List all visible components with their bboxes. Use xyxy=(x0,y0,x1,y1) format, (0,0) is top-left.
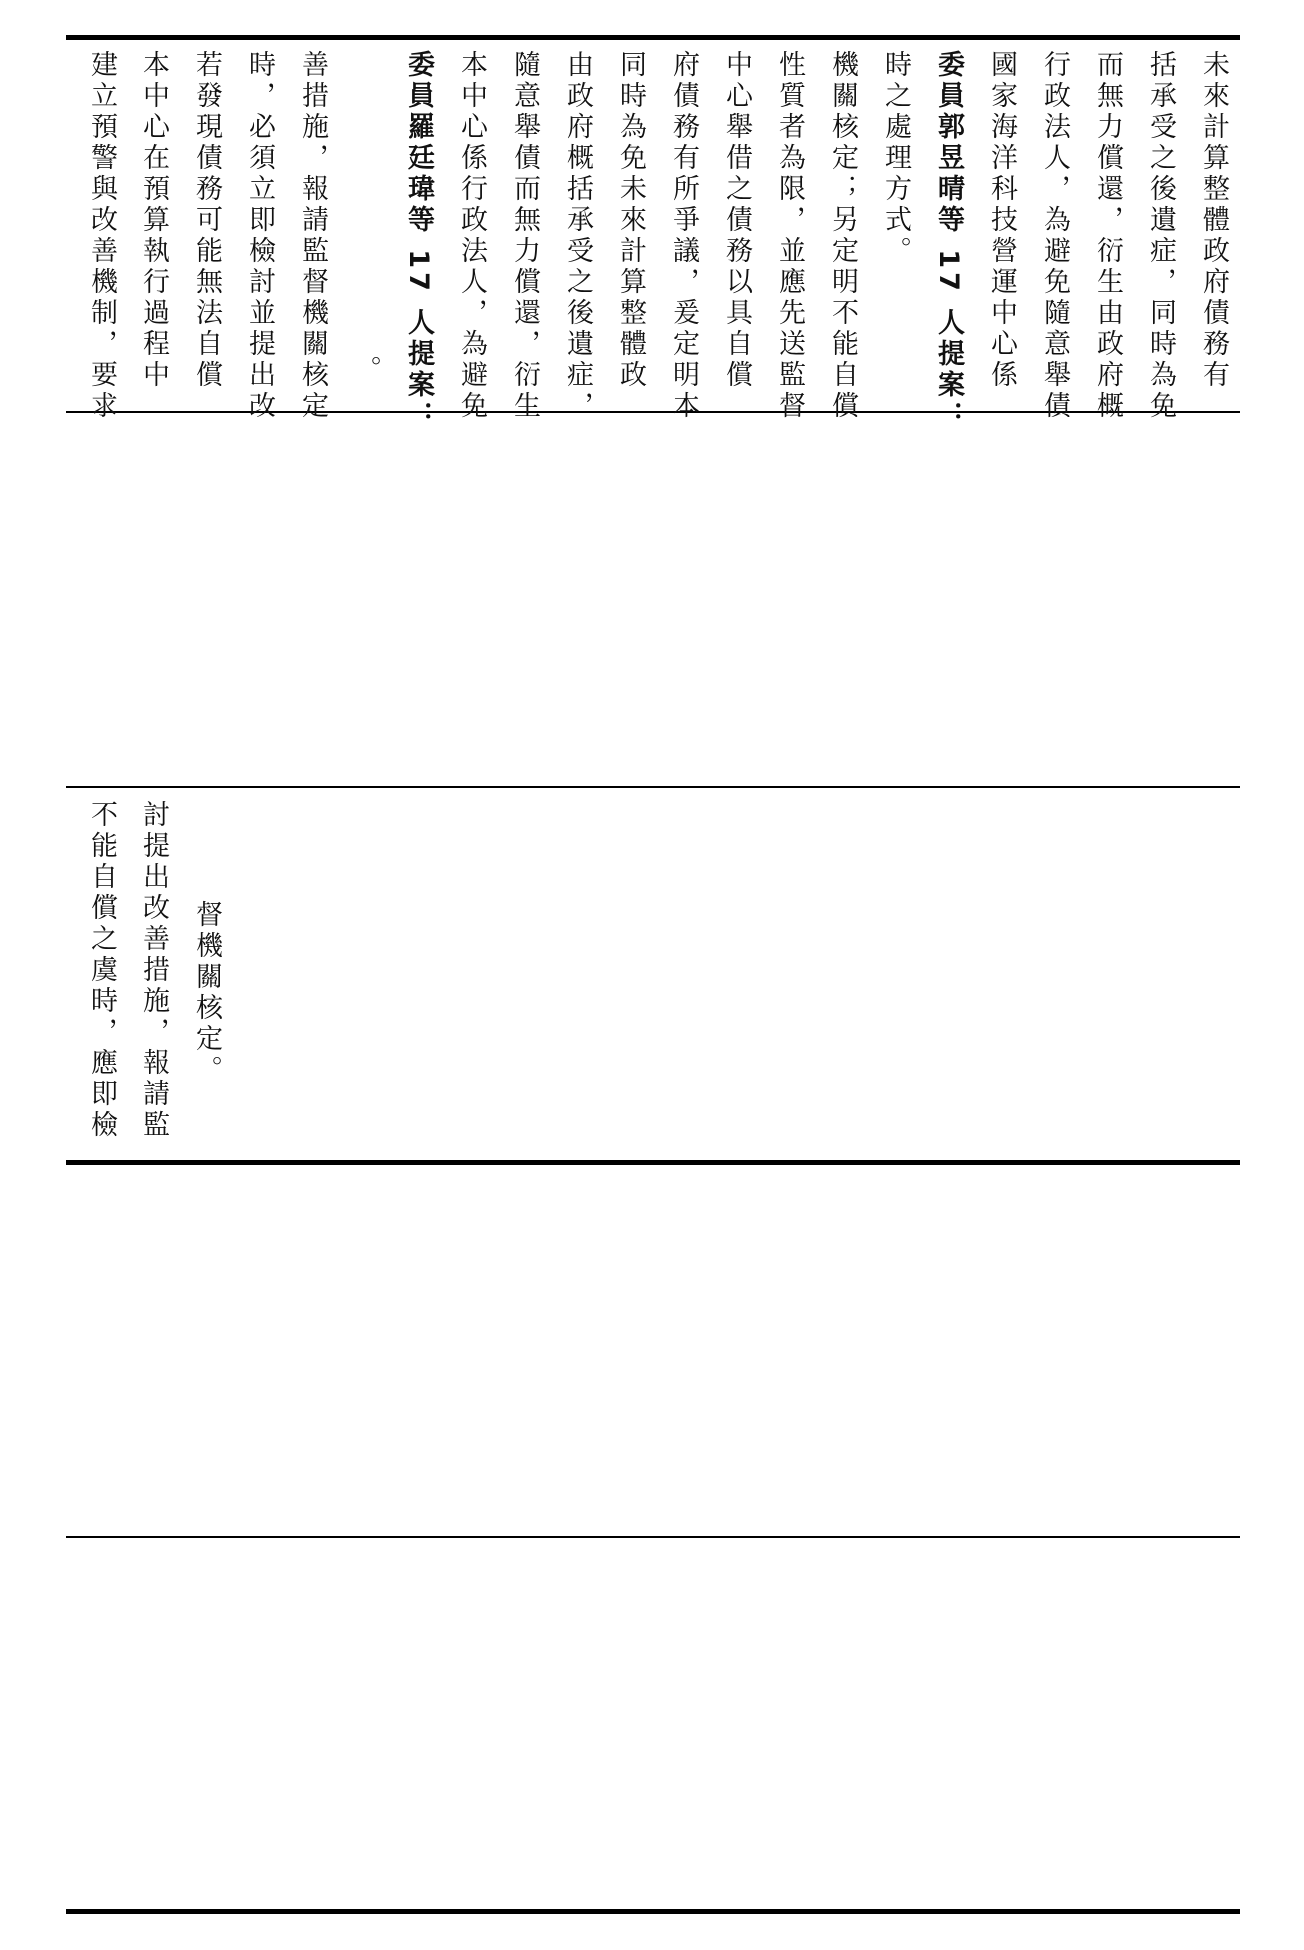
text-line: 本中心係行政法人，為避免 xyxy=(456,50,487,422)
text-line: 督機關核定。 xyxy=(191,900,222,1086)
table-row-divider xyxy=(66,1536,1240,1538)
text-line: 建立預警與改善機制，要求 xyxy=(86,50,117,422)
text-line: 行政法人，為避免隨意舉債 xyxy=(1039,50,1070,422)
text-line: 時，必須立即檢討並提出改 xyxy=(244,50,275,422)
text-line: 時之處理方式。 xyxy=(880,50,911,267)
text-line: 同時為免未來計算整體政 xyxy=(615,50,646,391)
text-line: 若發現債務可能無法自償 xyxy=(191,50,222,391)
text-line: 府債務有所爭議，爰定明本 xyxy=(668,50,699,422)
text-line: 隨意舉債而無力償還，衍生 xyxy=(509,50,540,422)
proposer-heading: 委員羅廷瑋等 17 人提案： xyxy=(403,50,434,433)
provision-cell xyxy=(66,800,1240,1140)
text-line: 括承受之後遺症，同時為免 xyxy=(1145,50,1176,422)
text-line: 由政府概括承受之後遺症， xyxy=(562,50,593,422)
text-line: 中心舉借之債務以具自償 xyxy=(721,50,752,391)
text-line: 本中心在預算執行過程中 xyxy=(138,50,169,391)
text-line: 未來計算整體政府債務有 xyxy=(1198,50,1229,391)
table-row-divider xyxy=(66,1160,1240,1165)
text-line: 討提出改善措施，報請監 xyxy=(138,800,169,1141)
text-line: 而無力償還，衍生由政府概 xyxy=(1092,50,1123,422)
text-line: 國家海洋科技營運中心係 xyxy=(986,50,1017,391)
table-row-divider xyxy=(66,786,1240,788)
text-line: 。 xyxy=(350,355,381,386)
text-line: 性質者為限，並應先送監督 xyxy=(774,50,805,422)
table-bottom-border xyxy=(66,1909,1240,1914)
text-line: 善措施，報請監督機關核定 xyxy=(297,50,328,422)
explanation-cell xyxy=(66,50,1240,433)
text-line: 不能自償之虞時，應即檢 xyxy=(86,800,117,1141)
text-line: 機關核定；另定明不能自償 xyxy=(827,50,858,422)
table-top-border xyxy=(66,35,1240,40)
proposer-heading: 委員郭昱晴等 17 人提案： xyxy=(933,50,964,433)
